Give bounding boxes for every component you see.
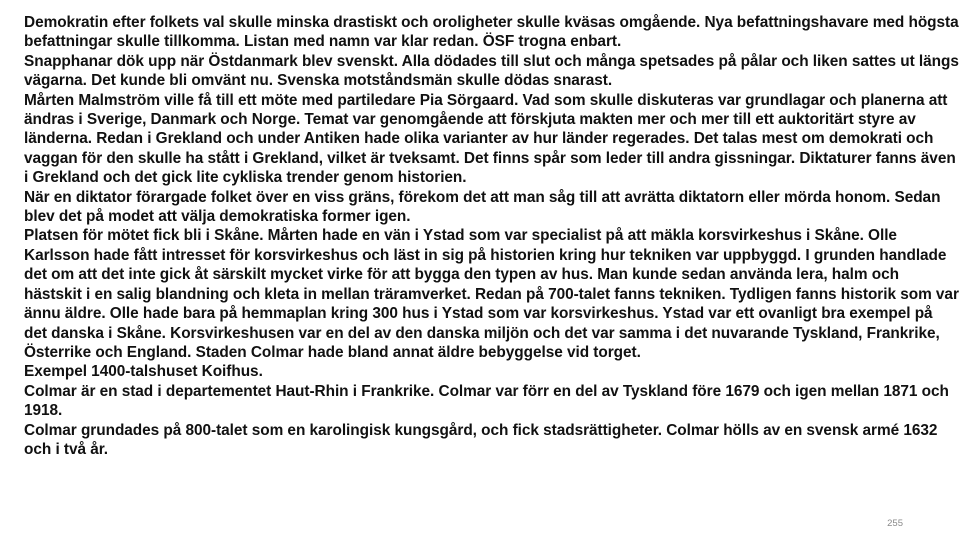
paragraph-1: Demokratin efter folkets val skulle minska drastiskt och oroligheter skulle kväsas omgående. Nya befattningshavare med högsta befattningar skulle tillkomma. Listan med namn var klar redan. ÖSF trogna enbart. xyxy=(24,14,959,51)
paragraph-2: Snapphanar dök upp när Östdanmark blev svenskt. Alla dödades till slut och många spetsades på pålar och liken sattes ut längs vägarna. Det kunde bli omvänt nu. Svenska motståndsmän skulle dödas snarast. xyxy=(24,52,959,90)
paragraph-3: Mårten Malmström ville få till ett möte med partiledare Pia Sörgaard. Vad som skulle diskuteras var grundlagar och planerna att ändras i Sverige, Danmark och Norge. Temat var genomgående att förskjuta makten mer och mer till ett auktoritärt styre av länderna. Redan i Grekland och under Antiken hade olika varianter av hur länder regerades. Det talas mest om demokrati och vaggan för den skulle ha stått i Grekland, vilket är tveksamt. Det finns spår som leder till andra gissningar. Diktaturer fanns även i Grekland och det gick lite cykliska trender genom historien. xyxy=(24,91,956,187)
paragraph-5: Platsen för mötet fick bli i Skåne. Mårten hade en vän i Ystad som var specialist på att mäkla korsvirkeshus i Skåne. Olle Karlsson hade fått intresset för korsvirkeshus och läst in sig på historien kring hur tekniken var uppbyggd. I grunden handlade det om att det inte gick åt särskilt mycket virke för att bygga den typen av hus. Man kunde sedan använda lera, halm och hästskit i en salig blandning och kleta in mellan träramverket. Redan på 700-talet fanns tekniken. Tydligen fanns historik som var ännu äldre. Olle hade bara på hemmaplan kring 300 hus i Ystad som var korsvirkeshus. Ystad var ett ovanligt bra exempel på det danska i Skåne. Korsvirkeshusen var en del av den danska miljön och det var samma i det nuvarande Tyskland, Frankrike, Österrike och England. Staden Colmar hade bland annat äldre bebyggelse vid torget. xyxy=(24,227,959,361)
paragraph-8: Colmar grundades på 800-talet som en karolingisk kungsgård, och fick stadsrättigheter. Colmar hölls av en svensk armé 1632 och i två år. xyxy=(24,421,938,458)
paragraph-6: Exempel 1400-talshuset Koifhus. xyxy=(24,363,263,381)
paragraph-4: När en diktator förargade folket över en viss gräns, förekom det att man såg till att avrätta diktatorn eller mörda honom. Sedan blev det på modet att välja demokratiska former igen. xyxy=(24,188,941,226)
page-number: 255 xyxy=(887,518,903,529)
slide-body xyxy=(24,13,959,459)
paragraph-7: Colmar är en stad i departementet Haut-Rhin i Frankrike. Colmar var förr en del av Tyskland före 1679 och igen mellan 1871 och 1918. xyxy=(24,382,949,420)
